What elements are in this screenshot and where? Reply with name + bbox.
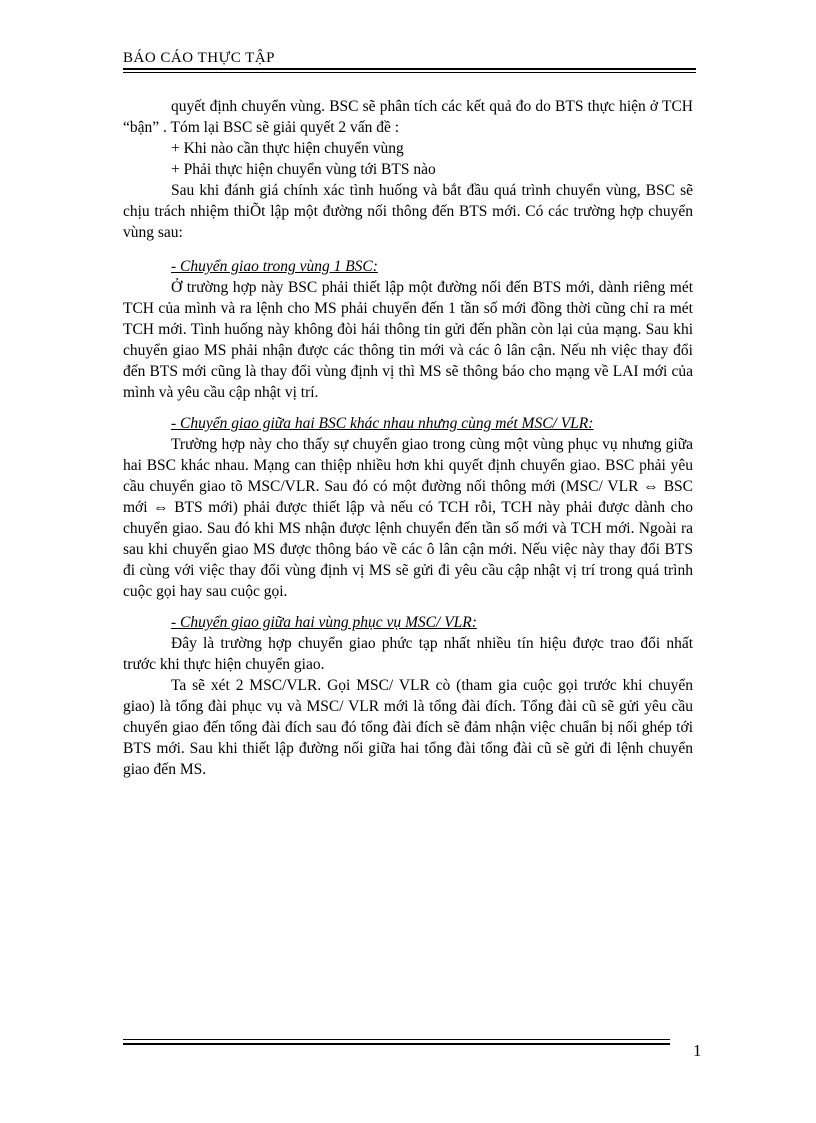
page-number: 1 xyxy=(693,1041,702,1060)
section-paragraph: Ta sẽ xét 2 MSC/VLR. Gọi MSC/ VLR cò (tham gia cuộc gọi trước khi chuyển giao) là tổng đài phục vụ và MSC/ VLR mới là tổng đài đích. Tổng đài cũ sẽ gửi yêu cầu chuyển giao đến tổng đài đích sau đó tổng đài đích sẽ đảm nhận việc chuẩn bị nối ghép tới BTS mới. Sau khi thiết lập đường nối giữa hai tổng đài tổng đài cũ sẽ gửi đi lệnh chuyển giao đến MS. xyxy=(123,677,693,778)
document-body xyxy=(123,96,693,780)
footer-rule-thick xyxy=(123,1043,670,1045)
report-title: BÁO CÁO THỰC TẬP xyxy=(123,50,276,66)
header-rule-thick xyxy=(123,68,696,70)
section-paragraph: Ở trường hợp này BSC phải thiết lập một đường nối đến BTS mới, dành riêng mét TCH của mình và ra lệnh cho MS phải chuyển đến 1 tần số mới đồng thời cũng chỉ ra mét TCH mới. Tình huống này không đòi hái thông tin gửi đến phần còn lại của mạng. Sau khi chuyển giao MS phải nhận được các thông tin mới và các ô lân cận. Nếu nh việc thay đổi đến BTS mới cũng là thay đổi vùng định vị thì MS sẽ thông báo cho mạng về LAI mới của mình và yêu cầu cập nhật vị trí. xyxy=(123,279,693,401)
intro-paragraph: quyết định chuyển vùng. BSC sẽ phân tích các kết quả đo do BTS thực hiện ở TCH “bận” . Tóm lại BSC sẽ giải quyết 2 vấn đề : xyxy=(123,98,693,136)
intro-paragraph: Sau khi đánh giá chính xác tình huống và bắt đầu quá trình chuyển vùng, BSC sẽ chịu trách nhiệm thiÕt lập một đường nối thông đến BTS mới. Có các trường hợp chuyển vùng sau: xyxy=(123,182,693,241)
footer-rule-thin xyxy=(123,1039,670,1040)
section-paragraph: Đây là trường hợp chuyển giao phức tạp nhất nhiều tín hiệu được trao đổi nhất trước khi thực hiện chuyển giao. xyxy=(123,635,693,673)
header-rule-thin xyxy=(123,72,696,73)
section-heading: - Chuyển giao giữa hai BSC khác nhau nhưng cùng mét MSC/ VLR: xyxy=(171,415,594,432)
list-item: + Phải thực hiện chuyển vùng tới BTS nào xyxy=(171,161,436,178)
section-heading: - Chuyển giao trong vùng 1 BSC: xyxy=(171,258,378,275)
section-paragraph: Trường hợp này cho thấy sự chuyển giao trong cùng một vùng phục vụ nhưng giữa hai BSC khác nhau. Mạng can thiệp nhiều hơn khi quyết định chuyển giao. BSC phải yêu cầu chuyển giao tõ MSC/VLR. Sau đó có một đường nối thông mới (MSC/ VLR ⇔ BSC mới ⇔ BTS mới) phải được thiết lập và nếu có TCH rỗi, TCH này phải được dành cho chuyển giao. Sau đó khi MS nhận được lệnh chuyển đến tần số mới và TCH mới. Ngoài ra sau khi chuyển giao MS được thông báo về các ô lân cận mới. Nếu việc này thay đổi BTS đi cùng với việc thay đổi vùng định vị MS sẽ gửi đi yêu cầu cập nhật vị trí trong quá trình cuộc gọi hay sau cuộc gọi. xyxy=(123,436,693,600)
section-heading: - Chuyển giao giữa hai vùng phục vụ MSC/ VLR: xyxy=(171,614,477,631)
list-item: + Khi nào cần thực hiện chuyển vùng xyxy=(171,140,404,157)
